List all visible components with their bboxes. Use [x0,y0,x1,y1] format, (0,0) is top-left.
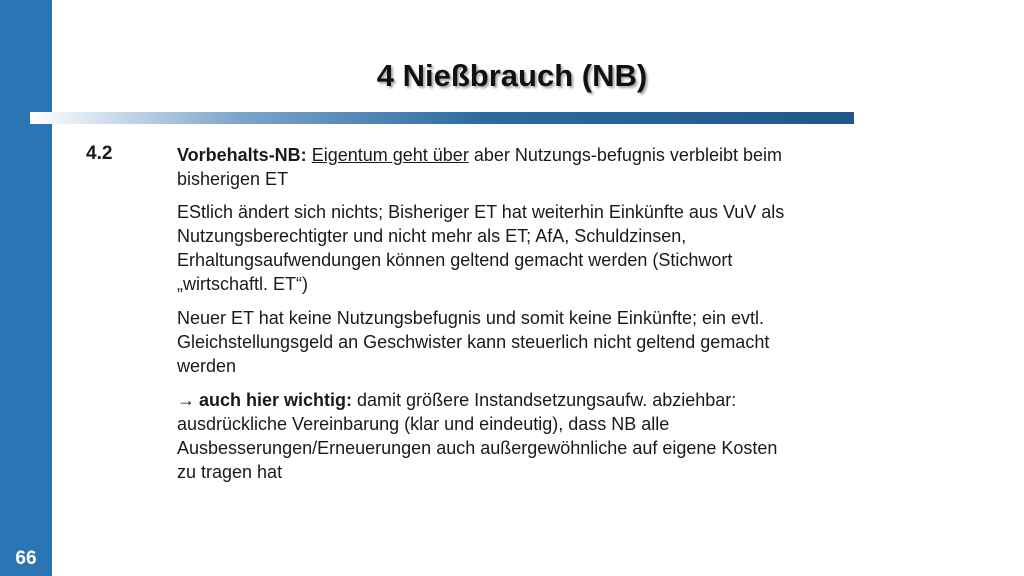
vorbehalts-nb-label: Vorbehalts-NB: [177,145,307,165]
wichtig-label: auch hier wichtig: [199,390,353,410]
page-number: 66 [15,548,37,569]
title-underline-bar [30,112,854,124]
wichtig-text: damit größere Instandsetzungsaufw. abziehbar: ausdrückliche Vereinbarung (klar und eindeutig), dass NB alle Ausbesserungen/Erneuerungen auch außergewöhnliche auf eigene Kosten zu tragen hat [177,390,778,482]
arrow-right-icon: → [177,390,195,410]
slide-content [177,143,787,494]
vorbehalts-nb-text: aber Nutzungs-befugnis verbleibt beim bisherigen ET [177,145,782,189]
paragraph-neuer-et: Neuer ET hat keine Nutzungsbefugnis und somit keine Einkünfte; ein evtl. Gleichstellungsgeld an Geschwister kann steuerlich nicht geltend gemacht werden [177,308,770,376]
slide-title: 4 Nießbrauch (NB) [376,58,648,93]
paragraph-wichtig [177,388,787,484]
section-number: 4.2 [86,143,113,164]
eigentum-underlined-text: Eigentum geht über [311,145,469,165]
paragraph-estlich: EStlich ändert sich nichts; Bisheriger ET hat weiterhin Einkünfte aus VuV als Nutzungsberechtigter und nicht mehr als ET; AfA, Schuldzinsen, Erhaltungsaufwendungen können geltend gemacht werden (Stichwort „wirtschaftl. ET“) [177,202,785,294]
paragraph-vorbehalts-nb [177,143,787,191]
